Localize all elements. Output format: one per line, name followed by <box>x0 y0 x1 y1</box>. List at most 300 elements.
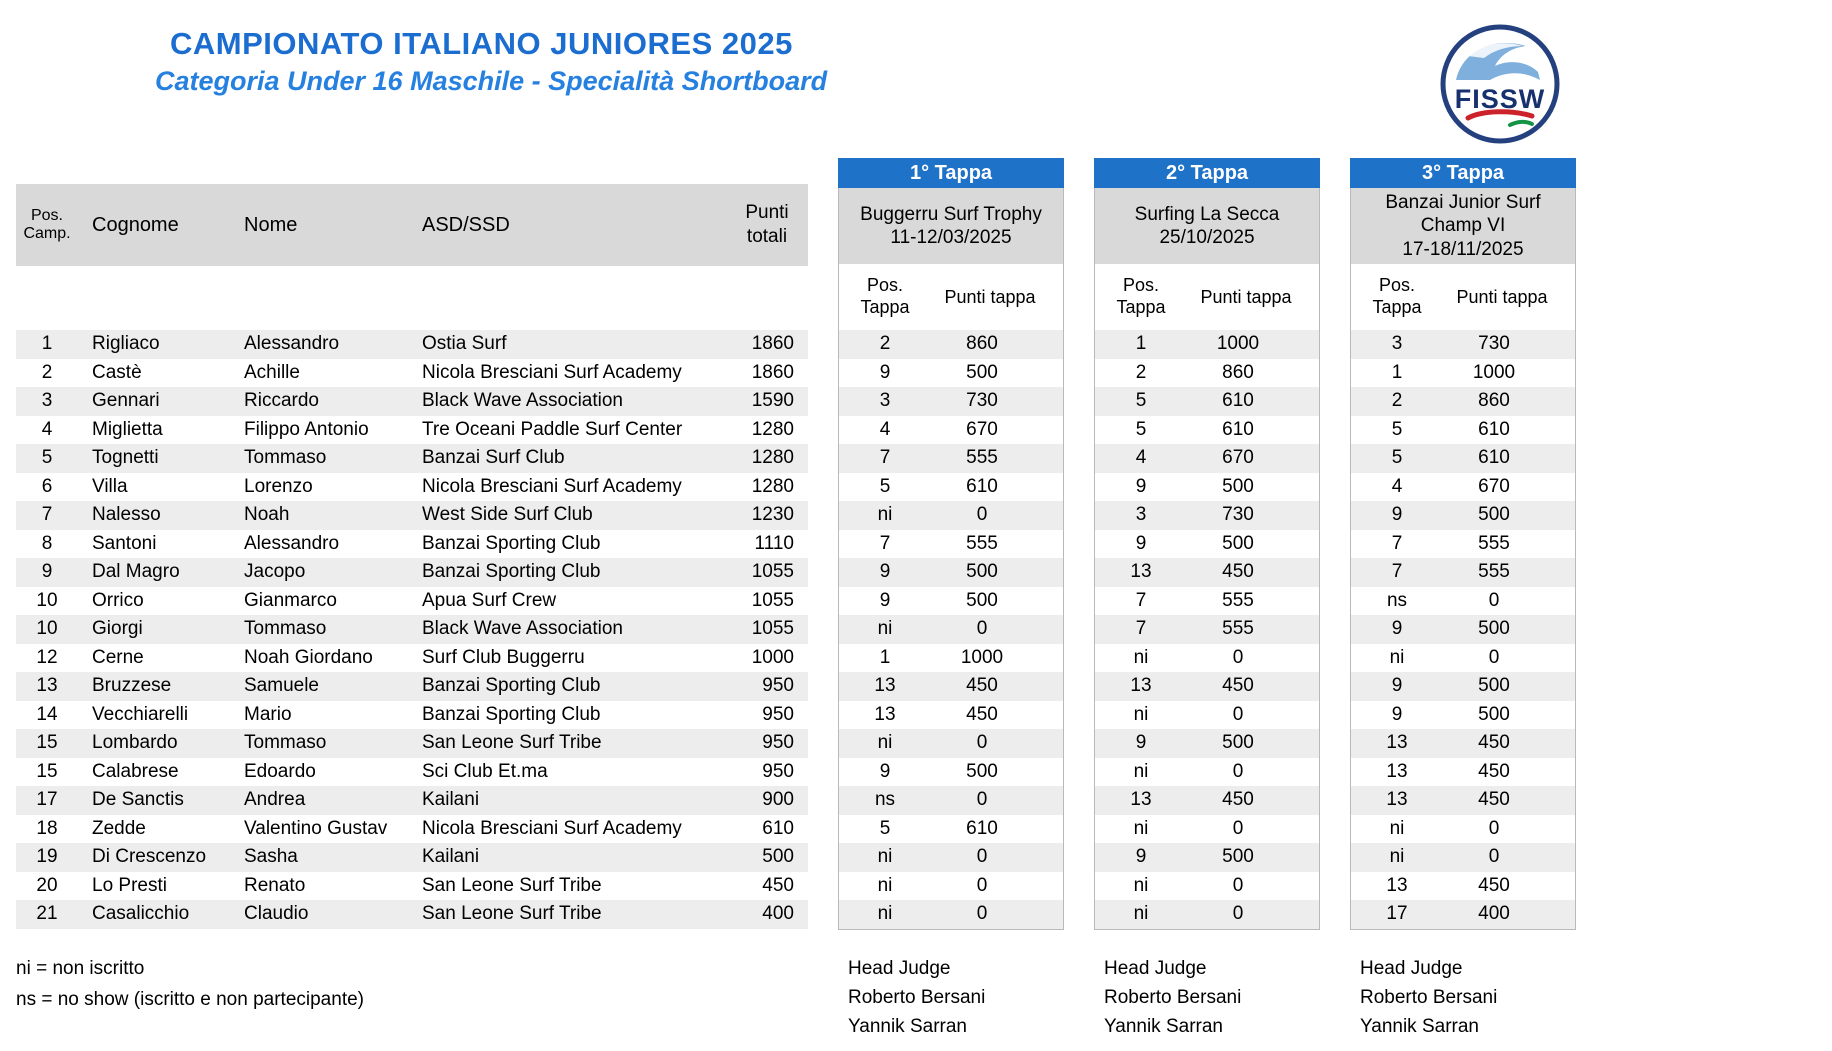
tappa-pos-cell: 3 <box>1391 333 1403 355</box>
tappa-2-row <box>1095 872 1319 901</box>
main-table-row <box>16 473 808 502</box>
cognome-cell: Santoni <box>92 532 157 554</box>
nome-cell: Alessandro <box>244 333 340 355</box>
pos-camp-cell: 14 <box>36 703 58 725</box>
pos-camp-cell: 19 <box>36 846 58 868</box>
tappa-3-row <box>1351 729 1575 758</box>
tappa-2-row <box>1095 672 1319 701</box>
tappa-pos-cell: ni <box>1389 846 1405 868</box>
cognome-cell: Gennari <box>92 390 160 412</box>
tappa-punti-cell: 500 <box>966 760 998 782</box>
pos-camp-header: Pos. Camp. <box>23 206 71 242</box>
tappa-punti-cell: 500 <box>1222 475 1254 497</box>
tappa-pos-cell: ni <box>877 874 893 896</box>
tappa-3-body <box>1350 188 1576 930</box>
tappa-pos-cell: 4 <box>879 418 891 440</box>
punti-totali-cell: 900 <box>762 789 794 811</box>
tappa-punti-cell: 0 <box>976 618 988 640</box>
tappa-3-row <box>1351 530 1575 559</box>
tappa-2-row <box>1095 758 1319 787</box>
pos-camp-cell: 13 <box>36 675 58 697</box>
cognome-cell: Castè <box>92 361 142 383</box>
tappa-3-section <box>1350 158 1576 1041</box>
club-cell: Kailani <box>422 789 480 811</box>
club-cell: San Leone Surf Tribe <box>422 874 602 896</box>
pos-camp-cell: 3 <box>41 390 53 412</box>
tappa-1-row <box>839 558 1063 587</box>
main-table-row <box>16 843 808 872</box>
tappa-pos-cell: ni <box>1389 646 1405 668</box>
club-cell: Sci Club Et.ma <box>422 760 548 782</box>
tappa-2-row <box>1095 558 1319 587</box>
tappa-2-row <box>1095 729 1319 758</box>
main-table-rows <box>16 330 808 929</box>
tappa-punti-cell: 610 <box>1222 418 1254 440</box>
tappa-punti-cell: 0 <box>1488 589 1500 611</box>
main-table-row <box>16 872 808 901</box>
tappa-pos-cell: 7 <box>879 532 891 554</box>
tappa-punti-cell: 500 <box>1222 532 1254 554</box>
tappa-2-row <box>1095 786 1319 815</box>
nome-cell: Samuele <box>244 675 319 697</box>
tappa-1-row <box>839 729 1063 758</box>
tappa-2-row <box>1095 843 1319 872</box>
cognome-cell: Vecchiarelli <box>92 703 189 725</box>
nome-cell: Noah <box>244 504 290 526</box>
tappa-2-body <box>1094 188 1320 930</box>
main-table-header <box>16 184 808 266</box>
pos-camp-cell: 21 <box>36 903 58 925</box>
punti-totali-cell: 1055 <box>751 561 794 583</box>
punti-totali-cell: 1590 <box>751 390 794 412</box>
tappa-1-row <box>839 701 1063 730</box>
tappa-punti-cell: 0 <box>976 732 988 754</box>
tappa-2-row <box>1095 416 1319 445</box>
club-cell: Banzai Sporting Club <box>422 532 601 554</box>
pos-camp-cell: 15 <box>36 760 58 782</box>
tappa-punti-cell: 555 <box>1478 561 1510 583</box>
pos-camp-cell: 7 <box>41 504 53 526</box>
main-table-row <box>16 758 808 787</box>
head-judge-label: Head Judge <box>848 957 951 979</box>
main-table-row <box>16 729 808 758</box>
tappa-1-row <box>839 843 1063 872</box>
tappa-pos-cell: 3 <box>1135 504 1147 526</box>
tappa-3-row <box>1351 872 1575 901</box>
punti-totali-cell: 1055 <box>751 618 794 640</box>
cognome-cell: Bruzzese <box>92 675 172 697</box>
tappa-3-row <box>1351 330 1575 359</box>
main-table-row <box>16 444 808 473</box>
club-cell: San Leone Surf Tribe <box>422 903 602 925</box>
tappa-punti-cell: 1000 <box>1216 333 1260 355</box>
tappa-punti-cell: 555 <box>1478 532 1510 554</box>
pos-camp-cell: 5 <box>41 447 53 469</box>
tappa-1-colheader <box>839 264 1063 330</box>
main-table-row <box>16 900 808 929</box>
punti-totali-cell: 1000 <box>751 646 794 668</box>
tappa-pos-cell: 5 <box>1391 447 1403 469</box>
tappa-pos-cell: 2 <box>879 333 891 355</box>
tappa-punti-cell: 555 <box>1222 618 1254 640</box>
tappa-pos-cell: 13 <box>1386 789 1408 811</box>
tappa-pos-cell: 5 <box>1391 418 1403 440</box>
tappa-3-row <box>1351 501 1575 530</box>
tappa-1-row <box>839 444 1063 473</box>
tappa-pos-cell: 13 <box>1386 732 1408 754</box>
tappa-pos-cell: ni <box>877 618 893 640</box>
results-area <box>16 158 1576 1041</box>
tappa-punti-cell: 1000 <box>1472 361 1516 383</box>
tappa-punti-cell: 610 <box>966 817 998 839</box>
tappa-1-row <box>839 900 1063 929</box>
tappa-2-row <box>1095 359 1319 388</box>
tappa-2-row <box>1095 444 1319 473</box>
main-table-row <box>16 672 808 701</box>
tappa-punti-cell: 670 <box>1222 447 1254 469</box>
tappa-pos-cell: 9 <box>1135 532 1147 554</box>
tappa-punti-cell: 450 <box>966 675 998 697</box>
judge-name: Roberto Bersani <box>848 986 986 1008</box>
pos-camp-cell: 12 <box>36 646 58 668</box>
club-cell: Black Wave Association <box>422 618 623 640</box>
main-table-row <box>16 416 808 445</box>
cognome-cell: Casalicchio <box>92 903 190 925</box>
nome-cell: Noah Giordano <box>244 646 373 668</box>
main-table-row <box>16 387 808 416</box>
tappa-punti-cell: 450 <box>1478 732 1510 754</box>
tappa-pos-cell: 13 <box>1386 760 1408 782</box>
tappa-punti-cell: 730 <box>966 390 998 412</box>
nome-cell: Andrea <box>244 789 306 811</box>
judge-name: Roberto Bersani <box>1360 986 1498 1008</box>
tappa-punti-cell: 0 <box>976 504 988 526</box>
tappa-punti-cell: 500 <box>966 561 998 583</box>
nome-cell: Filippo Antonio <box>244 418 369 440</box>
nome-cell: Tommaso <box>244 618 327 640</box>
cognome-cell: Lo Presti <box>92 874 167 896</box>
tappa-pos-cell: ni <box>877 504 893 526</box>
tappa-pos-cell: 9 <box>1135 732 1147 754</box>
nome-cell: Edoardo <box>244 760 316 782</box>
tappa-pos-cell: 9 <box>879 561 891 583</box>
tappa-punti-cell: 0 <box>1232 874 1244 896</box>
pos-camp-cell: 10 <box>36 618 58 640</box>
club-cell: Banzai Sporting Club <box>422 703 601 725</box>
cognome-cell: Giorgi <box>92 618 143 640</box>
pos-camp-cell: 20 <box>36 874 58 896</box>
tappa-3-row <box>1351 587 1575 616</box>
tappa-pos-cell: ns <box>874 789 896 811</box>
judge-name: Yannik Sarran <box>1104 1015 1223 1037</box>
tappa-pos-cell: ni <box>1133 874 1149 896</box>
tappa-1-row <box>839 387 1063 416</box>
tappa-1-row <box>839 872 1063 901</box>
tappa-pos-cell: 9 <box>879 760 891 782</box>
cognome-cell: Dal Magro <box>92 561 180 583</box>
punti-totali-cell: 1280 <box>751 475 794 497</box>
club-cell: San Leone Surf Tribe <box>422 732 602 754</box>
tappa-pos-cell: ni <box>1133 817 1149 839</box>
tappa-pos-cell: 5 <box>1135 390 1147 412</box>
main-table-row <box>16 615 808 644</box>
tappa-punti-cell: 0 <box>976 874 988 896</box>
tappa-punti-cell: 0 <box>1232 903 1244 925</box>
tappa-punti-cell: 860 <box>966 333 998 355</box>
tappa-pos-cell: 13 <box>1130 675 1152 697</box>
tappa-3-row <box>1351 672 1575 701</box>
cognome-cell: Cerne <box>92 646 144 668</box>
tappa-1-rows <box>839 330 1063 929</box>
tappa-2-row <box>1095 815 1319 844</box>
tappa-pos-cell: 2 <box>1391 390 1403 412</box>
main-table-row <box>16 359 808 388</box>
tappa-pos-cell: ni <box>877 846 893 868</box>
tappa-pos-cell: 13 <box>1130 561 1152 583</box>
tappa-punti-cell: 0 <box>1232 646 1244 668</box>
tappa-punti-cell: 555 <box>966 532 998 554</box>
tappa-punti-cell: 670 <box>1478 475 1510 497</box>
punti-totali-cell: 1280 <box>751 418 794 440</box>
tappa-1-row <box>839 501 1063 530</box>
legend-ns: ns = no show (iscritto e non partecipante) <box>16 988 364 1010</box>
club-cell: Banzai Sporting Club <box>422 675 601 697</box>
club-cell: Surf Club Buggerru <box>422 646 585 668</box>
tappa-3-event: Banzai Junior Surf Champ VI 17-18/11/2025 <box>1351 188 1575 264</box>
tappa-1-row <box>839 615 1063 644</box>
tappa-punti-cell: 0 <box>1232 760 1244 782</box>
punti-totali-cell: 400 <box>762 903 794 925</box>
tappa-pos-cell: 9 <box>879 589 891 611</box>
tappa-punti-cell: 500 <box>1478 675 1510 697</box>
club-cell: Apua Surf Crew <box>422 589 557 611</box>
tappa-pos-cell: 7 <box>879 447 891 469</box>
tappa-1-row <box>839 473 1063 502</box>
cognome-cell: Orrico <box>92 589 144 611</box>
punti-totali-cell: 1110 <box>754 532 794 554</box>
main-table-row <box>16 501 808 530</box>
punti-totali-cell: 950 <box>762 732 794 754</box>
punti-tappa-header: Punti tappa <box>1456 286 1548 307</box>
tappa-pos-cell: 9 <box>1391 504 1403 526</box>
tappa-pos-cell: 5 <box>879 475 891 497</box>
tappa-punti-cell: 610 <box>966 475 998 497</box>
tappa-pos-cell: 9 <box>1391 703 1403 725</box>
cognome-cell: Villa <box>92 475 128 497</box>
tappa-punti-cell: 730 <box>1222 504 1254 526</box>
tappa-1-judges <box>838 954 1064 1041</box>
tappa-pos-cell: ni <box>1133 703 1149 725</box>
club-cell: Ostia Surf <box>422 333 507 355</box>
main-table-row <box>16 815 808 844</box>
tappa-punti-cell: 0 <box>976 789 988 811</box>
pos-camp-cell: 17 <box>36 789 58 811</box>
tappa-1-row <box>839 359 1063 388</box>
punti-totali-cell: 1860 <box>751 333 794 355</box>
nome-cell: Tommaso <box>244 732 327 754</box>
tappa-pos-cell: 7 <box>1391 532 1403 554</box>
punti-totali-cell: 1280 <box>751 447 794 469</box>
cognome-cell: De Sanctis <box>92 789 184 811</box>
page-subtitle: Categoria Under 16 Maschile - Specialità Shortboard <box>155 66 828 96</box>
main-table <box>16 158 808 1041</box>
tappa-punti-cell: 450 <box>1222 789 1254 811</box>
tappa-punti-cell: 500 <box>1478 618 1510 640</box>
cognome-header: Cognome <box>92 213 179 236</box>
tappa-pos-cell: ni <box>1133 646 1149 668</box>
nome-header: Nome <box>244 213 298 236</box>
tappa-pos-cell: ni <box>1133 760 1149 782</box>
tappa-pos-cell: 9 <box>1135 846 1147 868</box>
punti-totali-cell: 950 <box>762 675 794 697</box>
tappa-3-row <box>1351 387 1575 416</box>
nome-cell: Claudio <box>244 903 309 925</box>
cognome-cell: Lombardo <box>92 732 178 754</box>
tappa-pos-cell: 5 <box>879 817 891 839</box>
tappa-pos-cell: ni <box>1133 903 1149 925</box>
tappa-3-row <box>1351 644 1575 673</box>
tappa-3-judges <box>1350 954 1576 1041</box>
tappa-punti-cell: 0 <box>1232 817 1244 839</box>
tappa-punti-cell: 0 <box>976 846 988 868</box>
tappa-punti-cell: 450 <box>1222 675 1254 697</box>
club-cell: Banzai Surf Club <box>422 447 565 469</box>
tappa-3-row <box>1351 701 1575 730</box>
cognome-cell: Di Crescenzo <box>92 846 207 868</box>
nome-cell: Alessandro <box>244 532 340 554</box>
pos-camp-cell: 15 <box>36 732 58 754</box>
tappa-punti-cell: 0 <box>1232 703 1244 725</box>
tappa-3-row <box>1351 815 1575 844</box>
tappa-3-row <box>1351 786 1575 815</box>
tappa-punti-cell: 860 <box>1478 390 1510 412</box>
club-cell: West Side Surf Club <box>422 504 593 526</box>
tappa-pos-cell: 9 <box>879 361 891 383</box>
tappa-punti-cell: 610 <box>1478 418 1510 440</box>
tappa-1-section <box>838 158 1064 1041</box>
tappa-punti-cell: 500 <box>966 361 998 383</box>
nome-cell: Jacopo <box>244 561 306 583</box>
tappa-punti-cell: 860 <box>1222 361 1254 383</box>
tappa-pos-cell: 13 <box>1130 789 1152 811</box>
judge-name: Yannik Sarran <box>1360 1015 1479 1037</box>
legend <box>16 953 808 1015</box>
tappa-punti-cell: 1000 <box>960 646 1004 668</box>
tappa-punti-cell: 500 <box>1222 846 1254 868</box>
cognome-cell: Rigliaco <box>92 333 160 355</box>
tappa-2-row <box>1095 615 1319 644</box>
tappa-punti-cell: 450 <box>1478 789 1510 811</box>
tappa-punti-cell: 500 <box>1478 504 1510 526</box>
nome-cell: Achille <box>244 361 300 383</box>
tappa-punti-cell: 500 <box>1222 732 1254 754</box>
tappa-3-title: 3° Tappa <box>1350 158 1576 188</box>
pos-camp-cell: 6 <box>41 475 53 497</box>
punti-totali-cell: 1860 <box>751 361 794 383</box>
tappa-2-row <box>1095 330 1319 359</box>
nome-cell: Riccardo <box>244 390 319 412</box>
punti-totali-cell: 1230 <box>751 504 794 526</box>
tappa-2-row <box>1095 900 1319 929</box>
tappa-3-row <box>1351 416 1575 445</box>
tappa-3-row <box>1351 444 1575 473</box>
cognome-cell: Nalesso <box>92 504 161 526</box>
pos-camp-cell: 2 <box>41 361 53 383</box>
pos-camp-cell: 1 <box>41 333 53 355</box>
tappa-2-section <box>1094 158 1320 1041</box>
tappa-pos-cell: 1 <box>879 646 891 668</box>
tappa-1-body <box>838 188 1064 930</box>
tappa-3-rows <box>1351 330 1575 929</box>
pos-camp-cell: 9 <box>41 561 53 583</box>
tappa-1-event: Buggerru Surf Trophy 11-12/03/2025 <box>839 188 1063 264</box>
tappa-punti-cell: 0 <box>976 903 988 925</box>
club-cell: Banzai Sporting Club <box>422 561 601 583</box>
tappa-2-event: Surfing La Secca 25/10/2025 <box>1095 188 1319 264</box>
tappa-pos-cell: 7 <box>1391 561 1403 583</box>
punti-totali-cell: 950 <box>762 703 794 725</box>
tappa-pos-cell: 4 <box>1135 447 1147 469</box>
tappa-3-row <box>1351 558 1575 587</box>
tappa-punti-cell: 670 <box>966 418 998 440</box>
tappa-2-row <box>1095 701 1319 730</box>
tappa-pos-cell: 9 <box>1391 618 1403 640</box>
tappa-1-row <box>839 330 1063 359</box>
club-cell: Tre Oceani Paddle Surf Center <box>422 418 683 440</box>
tappa-punti-cell: 500 <box>1478 703 1510 725</box>
legend-ni: ni = non iscritto <box>16 957 145 979</box>
tappa-1-row <box>839 530 1063 559</box>
tappa-punti-cell: 610 <box>1222 390 1254 412</box>
tappa-punti-cell: 450 <box>1222 561 1254 583</box>
nome-cell: Mario <box>244 703 292 725</box>
tappa-2-row <box>1095 501 1319 530</box>
pos-camp-cell: 18 <box>36 817 58 839</box>
pos-camp-cell: 4 <box>41 418 53 440</box>
tappa-2-rows <box>1095 330 1319 929</box>
tappa-punti-cell: 555 <box>1222 589 1254 611</box>
tappa-pos-cell: 17 <box>1386 903 1408 925</box>
main-table-row <box>16 644 808 673</box>
tappa-1-row <box>839 672 1063 701</box>
tappa-pos-cell: 13 <box>874 675 896 697</box>
tappa-pos-cell: 13 <box>1386 874 1408 896</box>
punti-totali-cell: 610 <box>762 817 794 839</box>
tappa-2-row <box>1095 644 1319 673</box>
judge-name: Yannik Sarran <box>848 1015 967 1037</box>
nome-cell: Valentino Gustav <box>244 817 388 839</box>
tappa-punti-cell: 500 <box>966 589 998 611</box>
cognome-cell: Tognetti <box>92 447 159 469</box>
tappa-1-row <box>839 758 1063 787</box>
nome-cell: Lorenzo <box>244 475 313 497</box>
tappa-punti-cell: 0 <box>1488 846 1500 868</box>
tappa-pos-cell: 13 <box>874 703 896 725</box>
tappa-3-row <box>1351 900 1575 929</box>
tappa-punti-cell: 450 <box>1478 874 1510 896</box>
tappa-3-colheader <box>1351 264 1575 330</box>
punti-totali-cell: 950 <box>762 760 794 782</box>
nome-cell: Sasha <box>244 846 298 868</box>
tappa-punti-cell: 610 <box>1478 447 1510 469</box>
tappa-3-row <box>1351 359 1575 388</box>
main-table-row <box>16 786 808 815</box>
punti-totali-header: Punti totali <box>745 202 789 247</box>
logo-text: FISSW <box>1454 84 1546 114</box>
punti-tappa-header: Punti tappa <box>1200 286 1292 307</box>
tappa-2-colheader <box>1095 264 1319 330</box>
main-table-row <box>16 330 808 359</box>
